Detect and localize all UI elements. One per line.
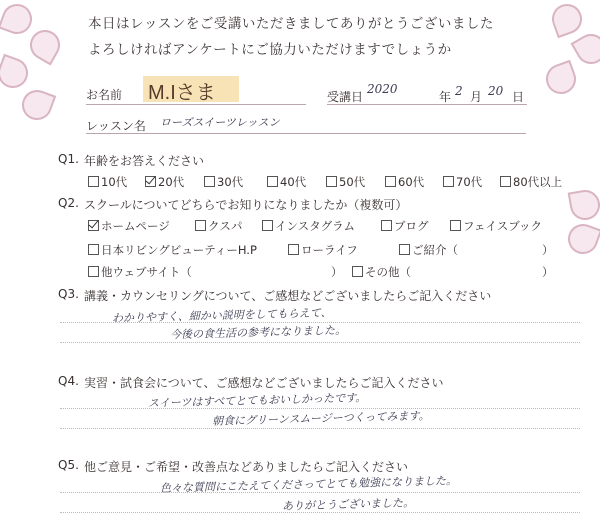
q3-answer-line [60, 342, 580, 343]
q1-option-70s[interactable]: 70代 [443, 174, 482, 190]
q2-option-other[interactable]: その他（ [352, 264, 411, 280]
header-line-2: よろしければアンケートにご協力いただけますでしょうか [88, 42, 452, 58]
q2-other-close-paren: ） [542, 265, 554, 279]
q4-answer-line-1: スイーツはすべてとてもおいしかったです。 [147, 391, 367, 410]
flower-ornament-right-mid [560, 180, 600, 260]
checkbox[interactable] [288, 244, 299, 255]
q1-option-60s[interactable]: 60代 [385, 174, 424, 190]
checkbox[interactable] [195, 220, 206, 231]
date-month-unit: 月 [470, 90, 483, 104]
q2-option-lowlife[interactable]: ローライフ [288, 242, 358, 258]
checkbox[interactable] [399, 244, 410, 255]
q3-answer-line-2: 今後の食生活の参考になりました。 [169, 323, 347, 342]
checkbox[interactable] [262, 220, 273, 231]
q2-label: Q2. [58, 196, 79, 210]
q5-answer-line [60, 492, 580, 493]
q2-referral-close-paren: ） [542, 243, 554, 257]
name-underline [86, 104, 306, 105]
checkbox[interactable] [443, 176, 454, 187]
q1-option-30s[interactable]: 30代 [204, 174, 243, 190]
q5-answer-line [60, 512, 580, 513]
q5-answer-line-1: 色々な質問にこたえてくださってとても勉強になりました。 [159, 474, 458, 495]
q1-option-80s-plus[interactable]: 80代以上 [500, 174, 562, 190]
q4-label: Q4. [58, 374, 79, 388]
q1-option-20s[interactable]: 20代 [145, 174, 184, 190]
q2-option-living-beauty-hp[interactable]: 日本リビングビューティーH.P [88, 242, 257, 258]
lesson-value: ローズスイーツレッスン [160, 116, 280, 129]
checkbox[interactable] [500, 176, 511, 187]
lesson-label: レッスン名 [86, 119, 146, 133]
q5-label: Q5. [58, 458, 79, 472]
checkbox[interactable] [88, 266, 99, 277]
checkbox[interactable] [267, 176, 278, 187]
date-year: 2020 [367, 82, 398, 96]
q1-option-50s[interactable]: 50代 [326, 174, 365, 190]
q1-option-10s[interactable]: 10代 [88, 174, 127, 190]
q1-text: 年齢をお答えください [84, 154, 205, 168]
q3-label: Q3. [58, 287, 79, 301]
checkbox[interactable] [352, 266, 363, 277]
q3-answer-line-1: わかりやすく、細かい説明をしてもらえて、 [111, 306, 332, 325]
q3-answer-line [60, 322, 580, 323]
header-line-1: 本日はレッスンをご受講いただきましてありがとうございました [88, 16, 494, 32]
checkbox[interactable] [88, 176, 99, 187]
q2-option-homepage[interactable]: ホームページ [88, 218, 170, 234]
q4-answer-line [60, 428, 580, 429]
q3-text: 講義・カウンセリングについて、ご感想などございましたらご記入ください [84, 289, 492, 303]
checkbox[interactable] [381, 220, 392, 231]
lesson-underline [86, 133, 526, 134]
q2-option-instagram[interactable]: インスタグラム [262, 218, 355, 234]
q2-option-referral[interactable]: ご紹介（ [399, 242, 458, 258]
q4-text: 実習・試食会について、ご感想などございましたらご記入ください [84, 376, 444, 390]
flower-ornament-top-left [0, 0, 82, 124]
flower-ornament-top-right [532, 0, 600, 124]
q5-answer-line-2: ありがとうございました。 [281, 496, 415, 513]
checkbox[interactable] [88, 244, 99, 255]
checkbox[interactable] [450, 220, 461, 231]
date-underline [327, 104, 527, 105]
checkbox-checked[interactable] [88, 220, 99, 231]
q2-other-website-close-paren: ） [331, 265, 343, 279]
name-value: M.Iさま [148, 82, 216, 104]
q4-answer-line-2: 朝食にグリーンスムージーつくってみます。 [211, 409, 430, 428]
q1-option-40s[interactable]: 40代 [267, 174, 306, 190]
name-label: お名前 [86, 88, 123, 102]
checkbox[interactable] [204, 176, 215, 187]
date-day: 20 [488, 84, 504, 98]
date-year-unit: 年 [439, 90, 452, 104]
q2-option-facebook[interactable]: フェイスブック [450, 218, 542, 234]
date-month: 2 [455, 84, 463, 98]
date-label: 受講日 [327, 90, 364, 104]
q2-text: スクールについてどちらでお知りになりましたか（複数可） [84, 198, 408, 212]
q5-text: 他ご意見・ご希望・改善点などありましたらご記入ください [84, 460, 409, 474]
checkbox[interactable] [385, 176, 396, 187]
q2-option-cuspa[interactable]: クスパ [195, 218, 242, 234]
q4-answer-line [60, 408, 580, 409]
checkbox-checked[interactable] [145, 176, 156, 187]
q2-option-other-website[interactable]: 他ウェブサイト（ [88, 264, 192, 280]
q2-option-blog[interactable]: ブログ [381, 218, 429, 234]
q1-label: Q1. [58, 152, 79, 166]
date-day-unit: 日 [512, 90, 525, 104]
checkbox[interactable] [326, 176, 337, 187]
